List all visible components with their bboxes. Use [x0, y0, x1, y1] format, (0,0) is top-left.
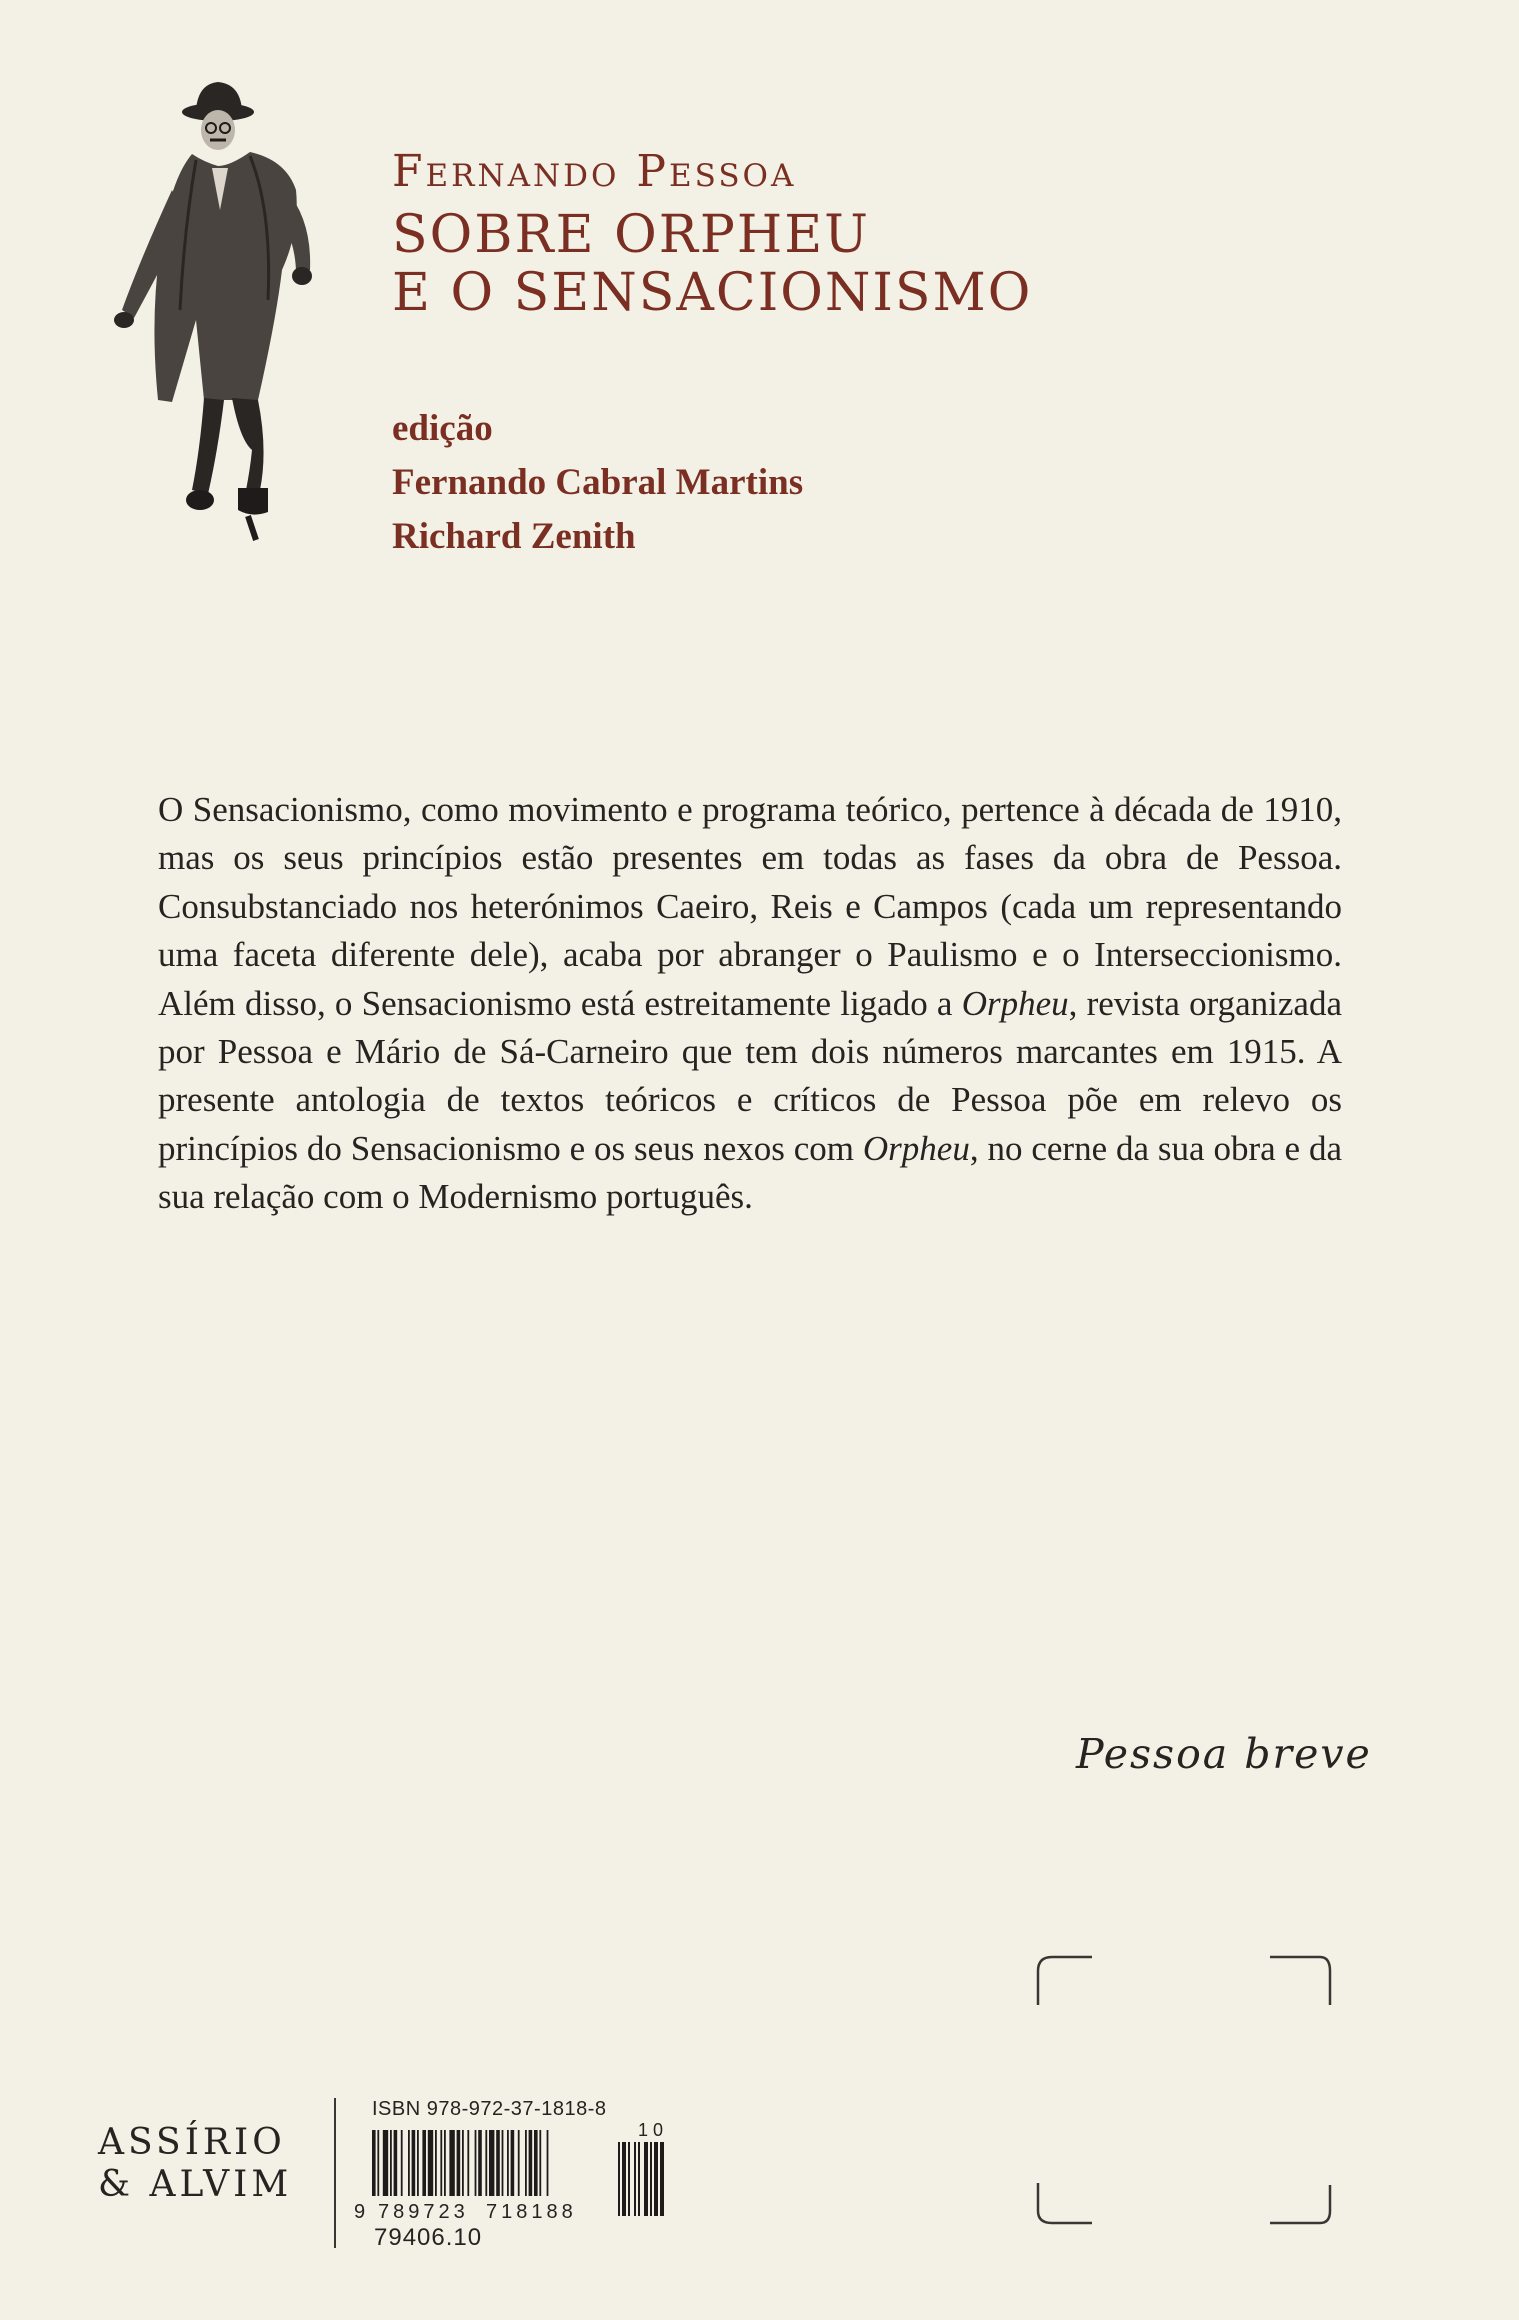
barcode-addon-digits: 1 0: [638, 2122, 664, 2140]
publisher-divider: [334, 2098, 336, 2248]
editor-name: Fernando Cabral Martins: [392, 462, 804, 503]
book-title-line-1: SOBRE ORPHEU: [392, 205, 871, 265]
book-title: [392, 206, 1032, 322]
series-name: Pessoa breve: [1076, 1730, 1372, 1778]
barcode-left-digits: 789723: [378, 2201, 469, 2222]
barcode-right-digits: 718188: [486, 2201, 577, 2222]
author-name: Fernando Pessoa: [392, 146, 797, 197]
pessoa-walking-illustration: [100, 70, 330, 570]
blurb-text: , revista organizada por Pessoa e Mário de Sá-Carneiro que tem dois números marcantes em 1915. A presente antologia de textos teóricos e críticos de Pessoa põe em relevo os princípios do Sensacionismo e os seus nexos com: [158, 983, 1342, 1168]
isbn-label: ISBN 978-972-37-1818-8: [372, 2098, 607, 2120]
blurb-paragraph: [158, 786, 1342, 1222]
catalog-code: 79406.10: [374, 2224, 483, 2251]
sticker-frame-corners: [1034, 1953, 1334, 2228]
editor-name: Richard Zenith: [392, 516, 636, 557]
blurb-text: , no cerne da sua obra e da sua relação com o Modernismo português.: [158, 1128, 1343, 1217]
barcode: [352, 2122, 672, 2222]
book-title-line-2: E O SENSACIONISMO: [392, 263, 1033, 323]
blurb-italic-title: Orpheu: [961, 983, 1069, 1023]
blurb-text: O Sensacionismo, como movimento e programa teórico, pertence à década de 1910, mas os seus princípios estão presentes em todas as fases da obra de Pessoa. Consubstanciado nos heterónimos Caeiro, Reis e Campos (cada um representando uma faceta diferente dele), acaba por abranger o Paulismo e o Interseccionismo. Além disso, o Sensacionismo está estreitamente ligado a: [158, 790, 1342, 1023]
barcode-first-digit: 9: [354, 2201, 366, 2222]
edition-credits: [392, 402, 803, 564]
publisher-line-2: & ALVIM: [98, 2164, 293, 2205]
publisher-line-1: ASSÍRIO: [98, 2122, 286, 2163]
publisher-logo: [98, 2122, 292, 2206]
blurb-italic-title: Orpheu: [862, 1128, 970, 1168]
edition-label: edição: [392, 408, 493, 449]
